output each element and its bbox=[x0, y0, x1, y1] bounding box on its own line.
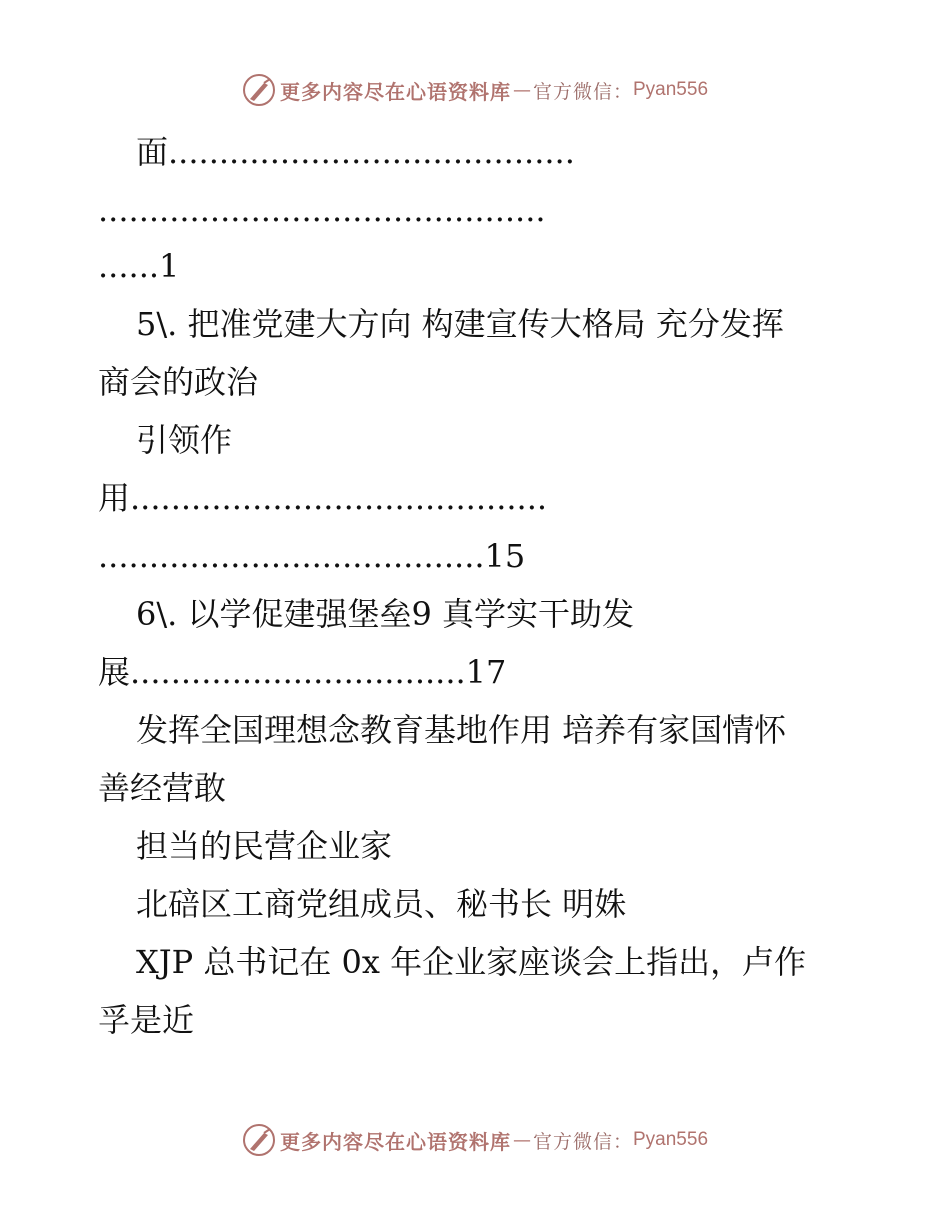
toc-line: 展.................................17 bbox=[98, 653, 507, 691]
toc-line: 引领作 bbox=[136, 421, 233, 459]
toc-line: ......................................15 bbox=[98, 537, 526, 575]
toc-entry-5: 5\. 把准党建大方向 构建宣传大格局 充分发挥 bbox=[136, 305, 784, 343]
paragraph-line: 孚是近 bbox=[98, 1001, 195, 1039]
article-title: 发挥全国理想念教育基地作用 培养有家国情怀 bbox=[136, 711, 787, 749]
toc-line: ............................................ bbox=[98, 191, 546, 229]
watermark-wechat-id: Pyan556 bbox=[633, 79, 709, 100]
article-author: 北碚区工商党组成员、秘书长 明姝 bbox=[136, 885, 627, 923]
watermark-brand: 更多内容尽在心语资料库 bbox=[279, 79, 511, 104]
article-title: 善经营敢 bbox=[98, 769, 227, 807]
watermark-wechat-id: Pyan556 bbox=[633, 1129, 709, 1150]
watermark-brand: 更多内容尽在心语资料库 bbox=[279, 1129, 511, 1154]
toc-line: 面........................................ bbox=[136, 133, 575, 171]
toc-entry-6: 6\. 以学促建强堡垒9 真学实干助发 bbox=[136, 595, 635, 633]
watermark-dash: — bbox=[512, 1129, 531, 1151]
article-title: 担当的民营企业家 bbox=[136, 827, 393, 865]
watermark-channel: 官方微信： bbox=[532, 1130, 633, 1153]
paragraph-line: XJP 总书记在 0x 年企业家座谈会上指出，卢作 bbox=[136, 943, 807, 981]
footer-watermark bbox=[0, 1120, 950, 1160]
toc-line: ......1 bbox=[98, 247, 180, 285]
watermark-dash: — bbox=[512, 79, 531, 101]
toc-line: 用......................................... bbox=[98, 479, 548, 517]
toc-line: 商会的政治 bbox=[98, 363, 259, 401]
watermark-channel: 官方微信： bbox=[532, 80, 633, 103]
quill-logo-icon bbox=[242, 1123, 276, 1157]
